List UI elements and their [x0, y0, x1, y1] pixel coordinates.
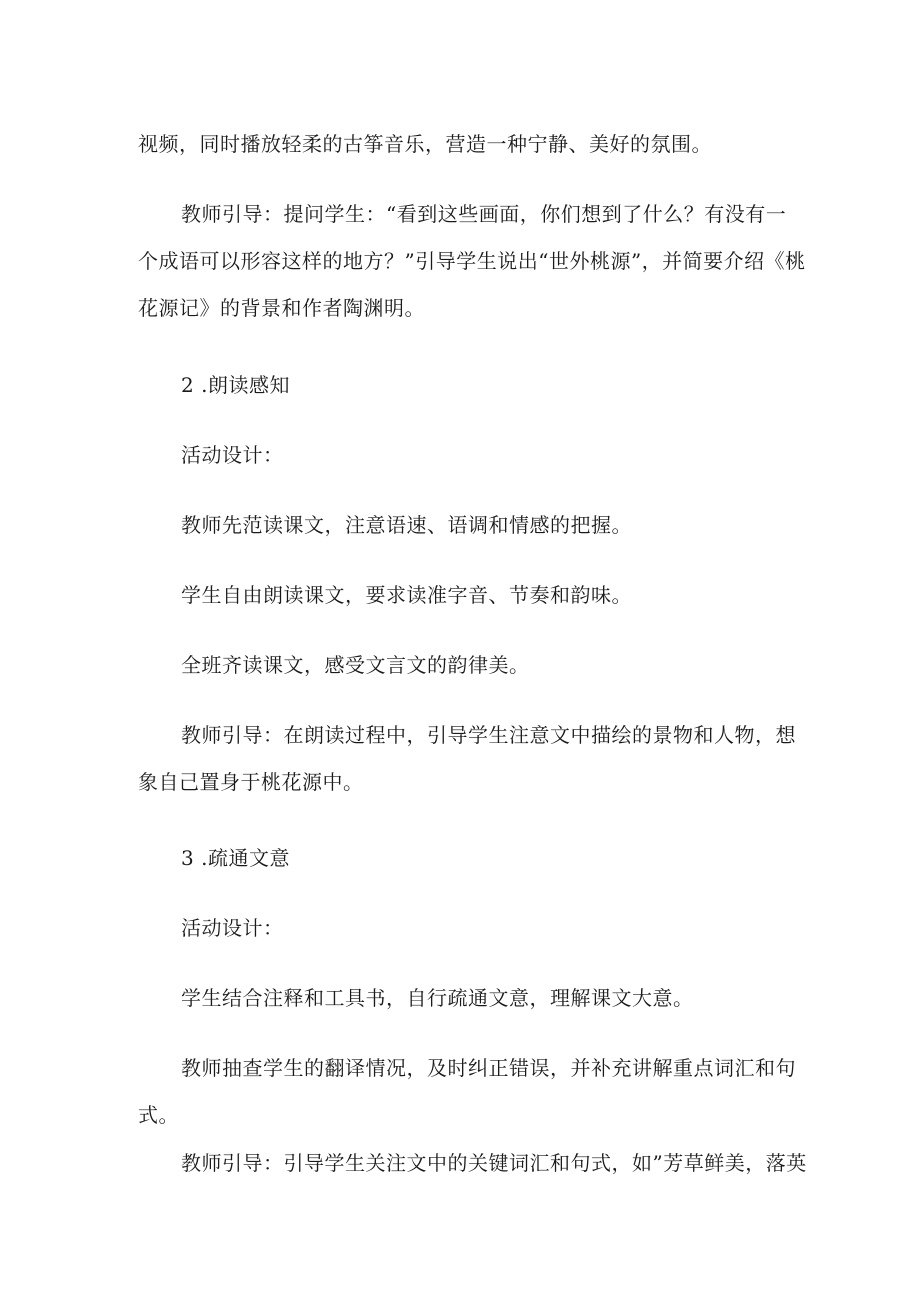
paragraph-teacher-model-reading: 教师先范读课文，注意语速、语调和情感的把握。: [181, 513, 632, 537]
paragraph-teacher-check-line-2: 式。: [138, 1103, 179, 1127]
paragraph-student-self-study: 学生结合注释和工具书，自行疏通文意，理解课文大意。: [181, 986, 694, 1010]
paragraph-teacher-guidance-1-line-2: 个成语可以形容这样的地方？”引导学生说出“世外桃源”，并简要介绍《桃: [138, 249, 806, 273]
paragraph-teacher-check: 教师抽查学生的翻译情况，及时纠正错误，并补充讲解重点词汇和句: [181, 1056, 796, 1080]
activity-design-label-2: 活动设计：: [181, 916, 284, 940]
section-heading-understanding: 3 .疏通文意: [181, 846, 290, 870]
section-heading-reading: 2 .朗读感知: [181, 373, 290, 397]
paragraph-teacher-guidance-3: 教师引导：引导学生关注文中的关键词汇和句式，如”芳草鲜美，落英: [181, 1151, 807, 1175]
paragraph-student-free-reading: 学生自由朗读课文，要求读准字音、节奏和韵味。: [181, 583, 632, 607]
paragraph-teacher-guidance-1: 教师引导：提问学生：“看到这些画面，你们想到了什么？有没有一: [181, 202, 787, 226]
paragraph-intro-continuation: 视频，同时播放轻柔的古筝音乐，营造一种宁静、美好的氛围。: [138, 132, 712, 156]
paragraph-teacher-guidance-2: 教师引导：在朗读过程中，引导学生注意文中描绘的景物和人物，想: [181, 723, 796, 747]
paragraph-class-reading: 全班齐读课文，感受文言文的韵律美。: [181, 653, 530, 677]
paragraph-teacher-guidance-2-line-2: 象自己置身于桃花源中。: [138, 770, 364, 794]
paragraph-teacher-guidance-1-line-3: 花源记》的背景和作者陶渊明。: [138, 296, 425, 320]
activity-design-label-1: 活动设计：: [181, 443, 284, 467]
